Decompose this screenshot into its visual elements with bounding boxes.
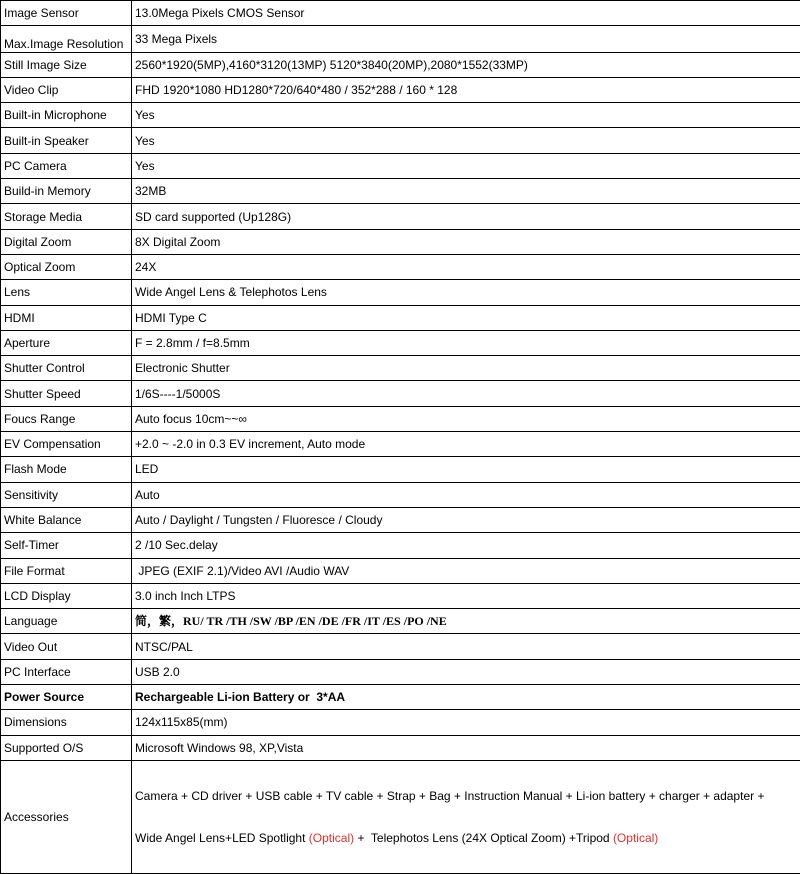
spec-row [1, 103, 800, 128]
spec-value: HDMI Type C [132, 305, 800, 330]
spec-label: Shutter Speed [1, 381, 132, 406]
spec-value: Rechargeable Li-ion Battery or 3*AA [132, 685, 800, 710]
optional-note: (Optical) [309, 831, 354, 845]
spec-row [1, 153, 800, 178]
spec-value: SD card supported (Up128G) [132, 204, 800, 229]
spec-value: 2560*1920(5MP),4160*3120(13MP) 5120*3840(20MP),2080*1552(33MP) [132, 52, 800, 77]
spec-row [1, 305, 800, 330]
spec-value: 3.0 inch Inch LTPS [132, 583, 800, 608]
spec-row [1, 685, 800, 710]
spec-row [1, 710, 800, 735]
spec-value: Microsoft Windows 98, XP,Vista [132, 735, 800, 760]
spec-row [1, 432, 800, 457]
spec-row [1, 609, 800, 634]
spec-row [1, 280, 800, 305]
spec-label: Still Image Size [1, 52, 132, 77]
accessories-text: Wide Angel Lens+LED Spotlight [135, 831, 309, 845]
spec-value: 13.0Mega Pixels CMOS Sensor [132, 1, 800, 26]
spec-label: Supported O/S [1, 735, 132, 760]
spec-row [1, 634, 800, 659]
accessories-line-1: Camera + CD driver + USB cable + TV cable + Strap + Bag + Instruction Manual + Li-ion battery + charger + adapter + [135, 789, 797, 803]
spec-label: Video Clip [1, 77, 132, 102]
spec-label: File Format [1, 558, 132, 583]
spec-label: White Balance [1, 507, 132, 532]
spec-value: JPEG (EXIF 2.1)/Video AVI /Audio WAV [132, 558, 800, 583]
spec-row [1, 52, 800, 77]
accessories-line-2 [135, 831, 797, 845]
spec-row [1, 659, 800, 684]
spec-label: Built-in Microphone [1, 103, 132, 128]
spec-row [1, 381, 800, 406]
spec-row [1, 77, 800, 102]
accessories-text: + Telephotos Lens (24X Optical Zoom) +Tripod [354, 831, 613, 845]
spec-value: Yes [132, 128, 800, 153]
spec-row [1, 735, 800, 760]
spec-label: Flash Mode [1, 457, 132, 482]
spec-value: Auto [132, 482, 800, 507]
optional-note: (Optical) [613, 831, 658, 845]
spec-value: +2.0 ~ -2.0 in 0.3 EV increment, Auto mode [132, 432, 800, 457]
spec-value: 33 Mega Pixels [132, 26, 800, 52]
spec-row [1, 507, 800, 532]
spec-value: 简，繁，RU/ TR /TH /SW /BP /EN /DE /FR /IT /ES /PO /NE [132, 609, 800, 634]
spec-row [1, 179, 800, 204]
spec-label: Sensitivity [1, 482, 132, 507]
spec-row [1, 482, 800, 507]
spec-label: Built-in Speaker [1, 128, 132, 153]
spec-row [1, 128, 800, 153]
spec-label: HDMI [1, 305, 132, 330]
spec-value: 2 /10 Sec.delay [132, 533, 800, 558]
spec-label: Storage Media [1, 204, 132, 229]
spec-label: Self-Timer [1, 533, 132, 558]
spec-value: LED [132, 457, 800, 482]
spec-label: Foucs Range [1, 406, 132, 431]
spec-row [1, 558, 800, 583]
spec-label: Digital Zoom [1, 229, 132, 254]
spec-value: Yes [132, 153, 800, 178]
spec-value: 32MB [132, 179, 800, 204]
spec-label: PC Interface [1, 659, 132, 684]
spec-value: F = 2.8mm / f=8.5mm [132, 330, 800, 355]
spec-label: Power Source [1, 685, 132, 710]
spec-label: Dimensions [1, 710, 132, 735]
spec-value: Yes [132, 103, 800, 128]
spec-value: Auto / Daylight / Tungsten / Fluoresce / Cloudy [132, 507, 800, 532]
spec-label: Language [1, 609, 132, 634]
spec-value: Auto focus 10cm~~∞ [132, 406, 800, 431]
spec-label: Aperture [1, 330, 132, 355]
spec-row [1, 457, 800, 482]
spec-label: Optical Zoom [1, 254, 132, 279]
accessories-value [132, 760, 800, 873]
spec-label: Max.Image Resolution [1, 26, 132, 52]
spec-label: Shutter Control [1, 356, 132, 381]
spec-value: USB 2.0 [132, 659, 800, 684]
spec-label: Lens [1, 280, 132, 305]
accessories-label: Accessories [1, 760, 132, 873]
spec-value: 24X [132, 254, 800, 279]
spec-row [1, 26, 800, 52]
spec-row [1, 583, 800, 608]
spec-row [1, 330, 800, 355]
spec-row [1, 356, 800, 381]
spec-value: FHD 1920*1080 HD1280*720/640*480 / 352*288 / 160 * 128 [132, 77, 800, 102]
spec-row [1, 229, 800, 254]
spec-value: Wide Angel Lens & Telephotos Lens [132, 280, 800, 305]
spec-row [1, 254, 800, 279]
spec-label: LCD Display [1, 583, 132, 608]
spec-value: Electronic Shutter [132, 356, 800, 381]
spec-label: EV Compensation [1, 432, 132, 457]
spec-value: NTSC/PAL [132, 634, 800, 659]
spec-label: PC Camera [1, 153, 132, 178]
spec-label: Build-in Memory [1, 179, 132, 204]
spec-row [1, 204, 800, 229]
spec-row [1, 406, 800, 431]
spec-row [1, 533, 800, 558]
spec-table-body [1, 1, 800, 874]
spec-row [1, 1, 800, 26]
spec-value: 1/6S----1/5000S [132, 381, 800, 406]
spec-value: 8X Digital Zoom [132, 229, 800, 254]
accessories-row [1, 760, 800, 873]
spec-label: Image Sensor [1, 1, 132, 26]
spec-value: 124x115x85(mm) [132, 710, 800, 735]
spec-label: Video Out [1, 634, 132, 659]
